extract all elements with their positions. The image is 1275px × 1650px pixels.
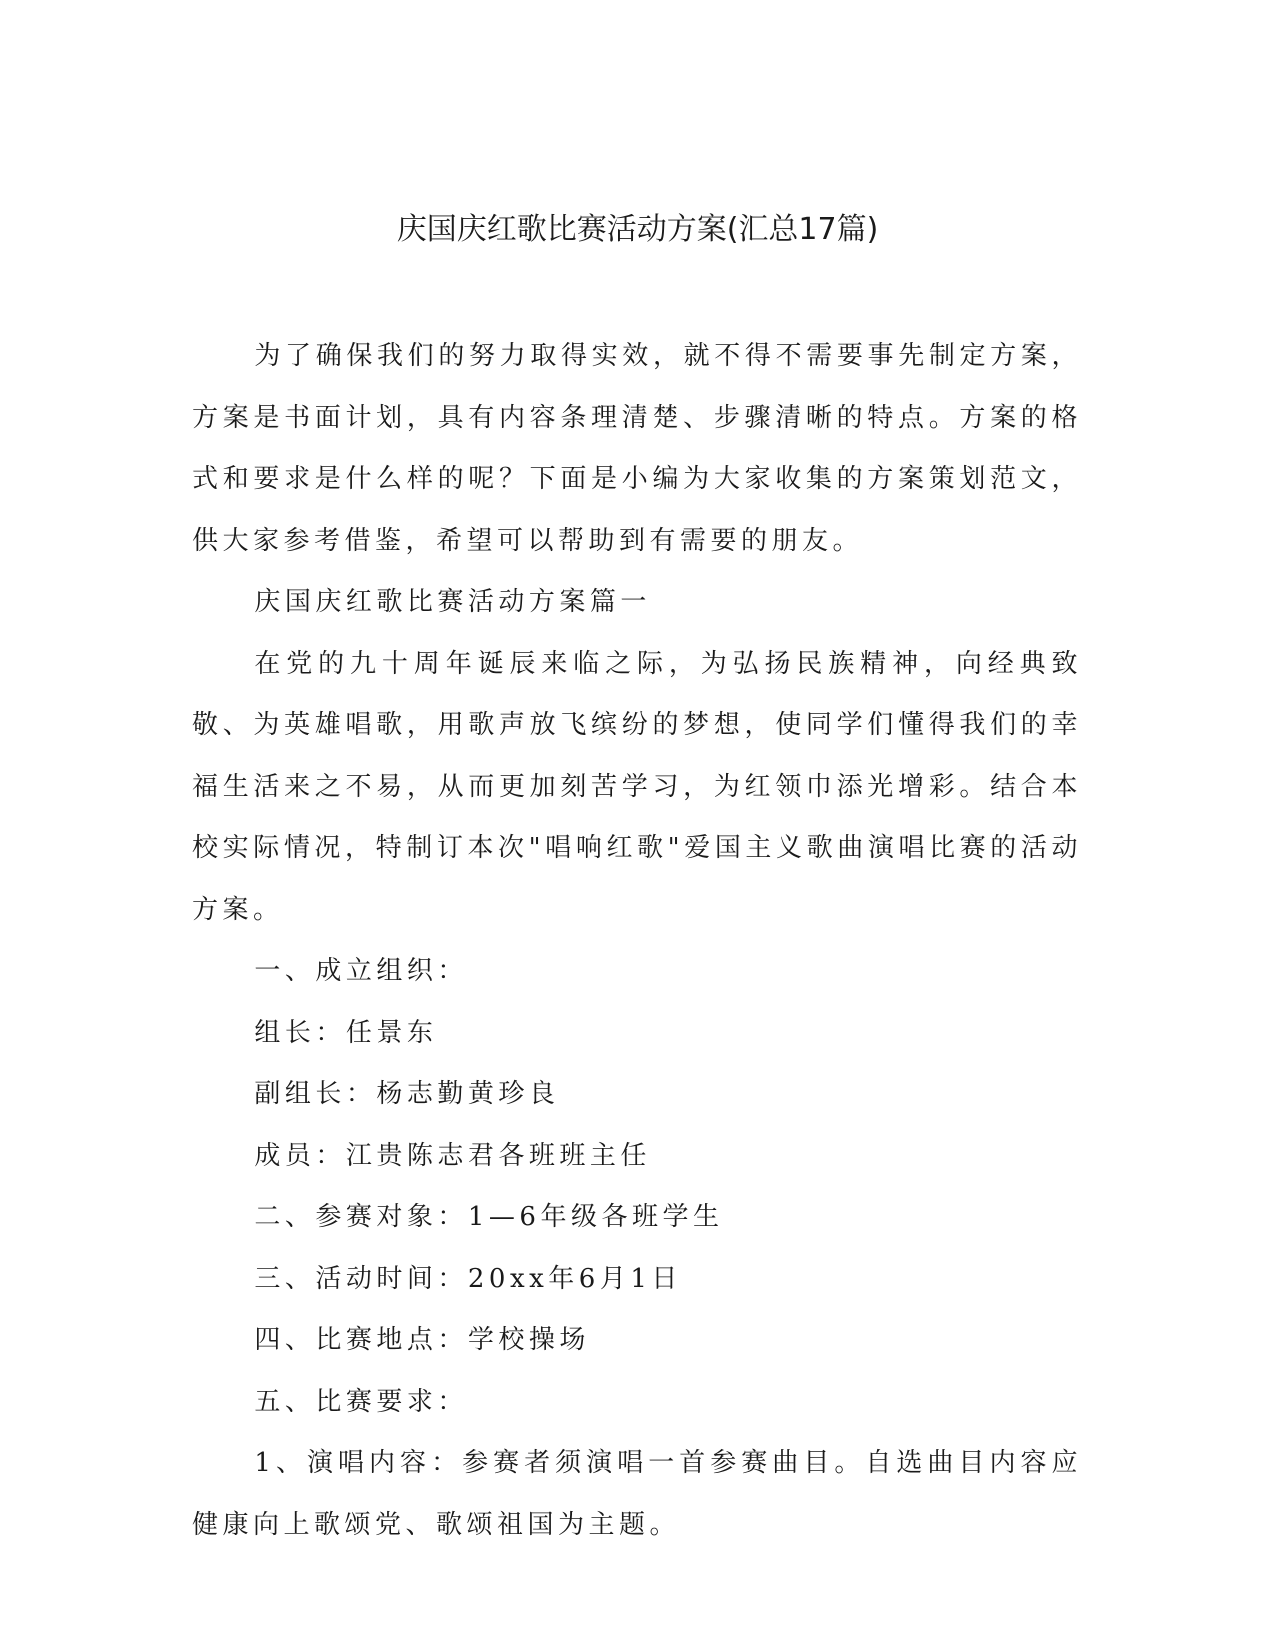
intro-paragraph: 为了确保我们的努力取得实效，就不得不需要事先制定方案，方案是书面计划，具有内容条理清楚、步骤清晰的特点。方案的格式和要求是什么样的呢？下面是小编为大家收集的方案策划范文，供大家参考借鉴，希望可以帮助到有需要的朋友。 xyxy=(192,341,1082,556)
list-item: 成员：江贵陈志君各班班主任 xyxy=(254,1140,651,1171)
list-item: 副组长：杨志勤黄珍良 xyxy=(254,1079,560,1109)
list-item: 五、比赛要求： xyxy=(254,1386,468,1417)
document-body xyxy=(192,326,1082,1556)
section-heading: 庆国庆红歌比赛活动方案篇一 xyxy=(254,587,651,617)
list-item: 一、成立组织： xyxy=(254,956,468,986)
list-item: 四、比赛地点：学校操场 xyxy=(254,1325,590,1355)
document-title: 庆国庆红歌比赛活动方案(汇总17篇) xyxy=(396,212,879,247)
list-item: 二、参赛对象：1—6年级各班学生 xyxy=(254,1202,724,1232)
body-paragraph: 1、演唱内容：参赛者须演唱一首参赛曲目。自选曲目内容应健康向上歌颂党、歌颂祖国为主题。 xyxy=(192,1448,1082,1540)
list-item: 三、活动时间：20xx年6月1日 xyxy=(254,1263,682,1294)
list-item: 组长：任景东 xyxy=(254,1017,438,1048)
body-paragraph: 在党的九十周年诞辰来临之际，为弘扬民族精神，向经典致敬、为英雄唱歌，用歌声放飞缤纷的梦想，使同学们懂得我们的幸福生活来之不易，从而更加刻苦学习，为红领巾添光增彩。结合本校实际情况，特制订本次"唱响红歌"爱国主义歌曲演唱比赛的活动方案。 xyxy=(192,648,1082,925)
